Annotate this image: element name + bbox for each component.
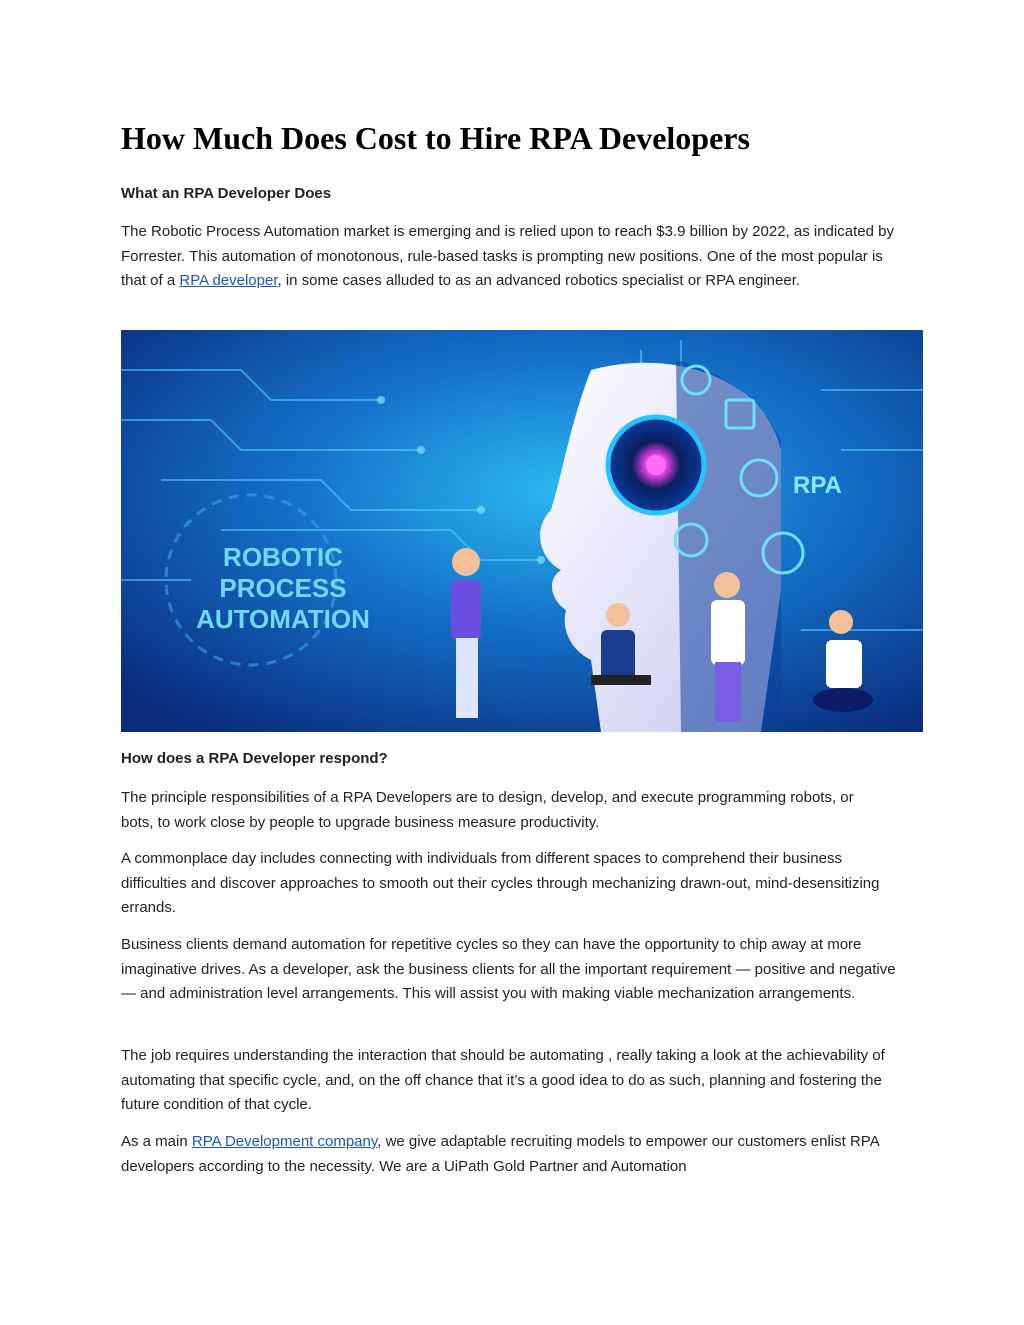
section-heading-respond: How does a RPA Developer respond? bbox=[121, 750, 388, 767]
rpa-developer-link[interactable]: RPA developer bbox=[179, 272, 278, 289]
section-heading-what: What an RPA Developer Does bbox=[121, 185, 332, 202]
paragraph-5 bbox=[121, 1130, 896, 1179]
page-title: How Much Does Cost to Hire RPA Developers bbox=[121, 120, 750, 156]
paragraph-4: The job requires understanding the interaction that should be automating , really taking a look at the achievability of automating that specific cycle, and, on the off chance that it’s a good idea to do as such, planning and fostering the future condition of that cycle. bbox=[121, 1047, 885, 1113]
p5-text-a: As a main bbox=[121, 1133, 192, 1150]
hero-line-1: ROBOTIC bbox=[223, 542, 343, 572]
hero-illustration bbox=[121, 330, 923, 732]
rpa-illustration bbox=[121, 330, 923, 732]
hero-line-3: AUTOMATION bbox=[196, 604, 370, 634]
rpa-badge: RPA bbox=[793, 472, 842, 499]
rpa-development-company-link[interactable]: RPA Development company bbox=[191, 1133, 378, 1150]
hero-text bbox=[173, 542, 393, 635]
intro-paragraph bbox=[121, 220, 901, 294]
paragraph-1: The principle responsibilities of a RPA Developers are to design, develop, and execute programming robots, or bots, to work close by people to upgrade business measure productivity. bbox=[121, 789, 854, 831]
p5-text-b: , we give adaptable recruiting models to empower our customers enlist RPA developers according to the necessity. We are a UiPath Gold Partner and Automation bbox=[121, 1133, 879, 1175]
paragraph-2: A commonplace day includes connecting with individuals from different spaces to comprehend their business difficulties and discover approaches to smooth out their cycles through mechanizing drawn-out, mind-desensitizing errands. bbox=[121, 850, 880, 916]
intro-text-b: , in some cases alluded to as an advanced robotics specialist or RPA engineer. bbox=[277, 272, 801, 289]
hero-line-2: PROCESS bbox=[219, 573, 347, 603]
intro-text-a: The Robotic Process Automation market is emerging and is relied upon to reach $3.9 billion by 2022, as indicated by Forrester. This automation of monotonous, rule-based tasks is prompting new positions. One of the most popular is that of a bbox=[121, 223, 894, 289]
paragraph-3: Business clients demand automation for repetitive cycles so they can have the opportunity to chip away at more imaginative drives. As a developer, ask the business clients for all the important requirement — positive and negative — and administration level arrangements. This will assist you with making viable mechanization arrangements. bbox=[121, 936, 896, 1002]
